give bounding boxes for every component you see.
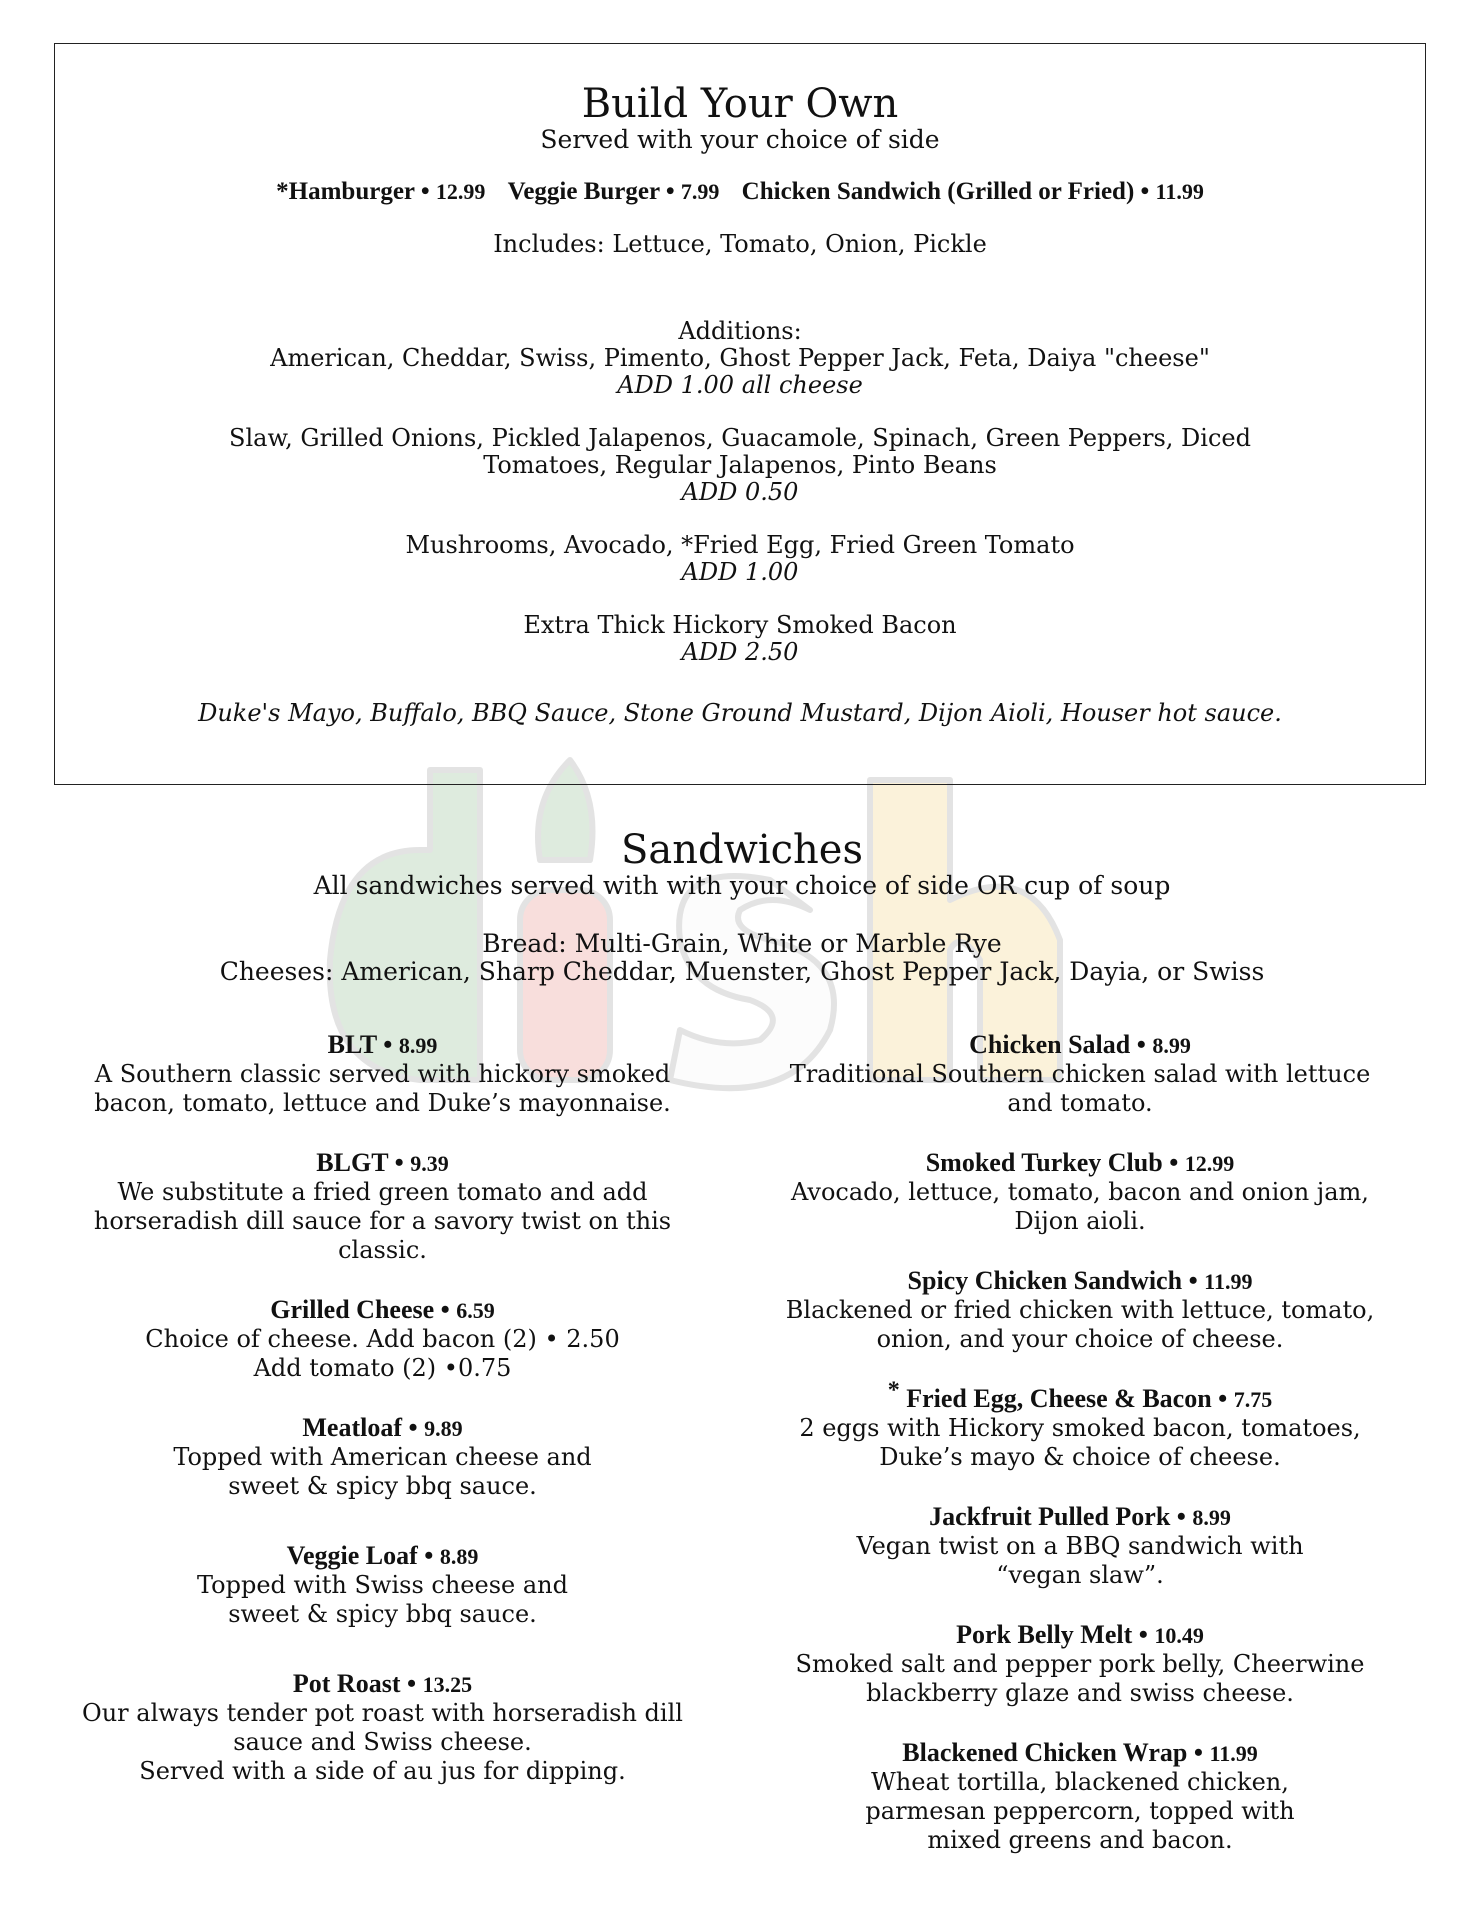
cheese-price: ADD 1.00 all cheese: [617, 371, 863, 399]
menu-item: Meatloaf • 9.89 Topped with American cheese and sweet & spicy bbq sauce.: [55, 1413, 710, 1501]
item-desc: Avocado, lettuce, tomato, bacon and onion jam,: [791, 1178, 1369, 1206]
item-desc: We substitute a fried green tomato and add: [117, 1178, 648, 1206]
build-includes: Includes: Lettuce, Tomato, Onion, Pickle: [493, 230, 987, 258]
additions-label: Additions:: [678, 317, 802, 345]
item-desc: Add tomato (2) •0.75: [253, 1354, 512, 1382]
item-desc: blackberry glaze and swiss cheese.: [866, 1679, 1294, 1707]
item-name: BLT: [327, 1030, 377, 1059]
item-desc: Topped with Swiss cheese and: [197, 1571, 568, 1599]
toppings-price: ADD 0.50: [681, 478, 799, 506]
item-desc: sweet & spicy bbq sauce.: [228, 1472, 537, 1500]
item-name: Meatloaf: [302, 1413, 402, 1442]
toppings-line-1: Slaw, Grilled Onions, Pickled Jalapenos, Guacamole, Spinach, Green Peppers, Diced: [229, 424, 1251, 452]
menu-item: Blackened Chicken Wrap • 11.99 Wheat tortilla, blackened chicken, parmesan peppercorn, topped with mixed greens and bacon.: [735, 1738, 1425, 1855]
item-price: 10.49: [1154, 1623, 1204, 1648]
build-item: Chicken Sandwich (Grilled or Fried) • 11.99: [741, 178, 1204, 205]
cheese-options: American, Cheddar, Swiss, Pimento, Ghost Pepper Jack, Feta, Daiya "cheese": [270, 344, 1210, 372]
menu-item: Veggie Loaf • 8.89 Topped with Swiss cheese and sweet & spicy bbq sauce.: [55, 1541, 710, 1629]
item-desc: classic.: [338, 1236, 427, 1264]
item-price: 6.59: [456, 1298, 495, 1323]
item-desc: sauce and Swiss cheese.: [233, 1728, 532, 1756]
item-desc: Dijon aioli.: [1014, 1207, 1146, 1235]
item-name: Grilled Cheese: [270, 1295, 435, 1324]
item-name: BLGT: [316, 1148, 389, 1177]
item-price: 7.75: [1233, 1387, 1273, 1412]
build-price-line: [55, 178, 1425, 206]
build-title: Build Your Own: [581, 81, 899, 127]
build-your-own-section: [54, 43, 1426, 785]
menu-item: Pork Belly Melt • 10.49 Smoked salt and pepper pork belly, Cheerwine blackberry glaze and swiss cheese.: [735, 1620, 1425, 1708]
item-name: Veggie Loaf: [286, 1541, 418, 1570]
item-price: 12.99: [1184, 1151, 1235, 1176]
item-desc: bacon, tomato, lettuce and Duke’s mayonnaise.: [94, 1089, 671, 1117]
item-desc: Topped with American cheese and: [173, 1443, 592, 1471]
item-desc: parmesan peppercorn, topped with: [865, 1797, 1295, 1825]
menu-item: * Fried Egg, Cheese & Bacon • 7.75 2 eggs with Hickory smoked bacon, tomatoes, Duke’s mayo & choice of cheese.: [735, 1384, 1425, 1472]
item-desc: and tomato.: [1007, 1089, 1153, 1117]
bread-options: Bread: Multi-Grain, White or Marble Rye: [482, 929, 1002, 958]
item-desc: Duke’s mayo & choice of cheese.: [879, 1443, 1281, 1471]
bacon-price: ADD 2.50: [681, 638, 799, 666]
item-desc: Choice of cheese. Add bacon (2) • 2.50: [145, 1325, 620, 1353]
item-desc: Traditional Southern chicken salad with lettuce: [789, 1060, 1371, 1088]
item-desc: Vegan twist on a BBQ sandwich with: [856, 1532, 1304, 1560]
sandwiches-header: [0, 828, 1484, 986]
item-price: 11.99: [1209, 1741, 1258, 1766]
menu-item: BLGT • 9.39 We substitute a fried green tomato and add horseradish dill sauce for a savory twist on this classic.: [55, 1148, 710, 1265]
item-price: 9.39: [410, 1151, 449, 1176]
item-desc: Our always tender pot roast with horseradish dill: [82, 1699, 683, 1727]
menu-item: Jackfruit Pulled Pork • 8.99 Vegan twist on a BBQ sandwich with “vegan slaw”.: [735, 1502, 1425, 1590]
item-desc: “vegan slaw”.: [996, 1561, 1164, 1589]
sauces-line: Duke's Mayo, Buffalo, BBQ Sauce, Stone Ground Mustard, Dijon Aioli, Houser hot sauce.: [198, 699, 1282, 727]
item-price: 9.89: [424, 1416, 463, 1441]
item-desc: Wheat tortilla, blackened chicken,: [871, 1768, 1289, 1796]
build-item: *Hamburger • 12.99: [276, 178, 486, 205]
item-desc: A Southern classic served with hickory smoked: [94, 1060, 671, 1088]
item-desc: horseradish dill sauce for a savory twist on this: [93, 1207, 672, 1235]
bacon-option: Extra Thick Hickory Smoked Bacon: [523, 611, 957, 639]
build-item: Veggie Burger • 7.99: [507, 178, 720, 205]
item-name: Fried Egg, Cheese & Bacon: [906, 1384, 1212, 1413]
menu-item: Smoked Turkey Club • 12.99 Avocado, lettuce, tomato, bacon and onion jam, Dijon aioli.: [735, 1148, 1425, 1236]
item-desc: 2 eggs with Hickory smoked bacon, tomatoes,: [799, 1414, 1361, 1442]
premium-price: ADD 1.00: [681, 558, 799, 586]
item-name: Blackened Chicken Wrap: [902, 1738, 1188, 1767]
sandwiches-title: Sandwiches: [620, 827, 863, 873]
item-price: 8.99: [1192, 1505, 1231, 1530]
premium-options: Mushrooms, Avocado, *Fried Egg, Fried Green Tomato: [405, 531, 1075, 559]
item-name: Jackfruit Pulled Pork: [929, 1502, 1171, 1531]
item-name: Spicy Chicken Sandwich: [907, 1266, 1183, 1295]
item-price: 8.99: [1152, 1033, 1191, 1058]
item-star: *: [887, 1377, 900, 1404]
item-price: 8.99: [398, 1033, 438, 1058]
sandwiches-subtitle: All sandwiches served with with your choice of side OR cup of soup: [313, 871, 1171, 900]
item-price: 13.25: [422, 1672, 473, 1697]
item-desc: Served with a side of au jus for dipping.: [139, 1757, 626, 1785]
item-name: Pork Belly Melt: [956, 1620, 1133, 1649]
item-desc: mixed greens and bacon.: [927, 1826, 1233, 1854]
cheese-choices: Cheeses: American, Sharp Cheddar, Muenster, Ghost Pepper Jack, Dayia, or Swiss: [219, 957, 1265, 986]
sandwiches-left-column: [55, 1030, 710, 1786]
menu-item: Chicken Salad • 8.99 Traditional Southern chicken salad with lettuce and tomato.: [735, 1030, 1425, 1118]
item-name: Smoked Turkey Club: [925, 1148, 1163, 1177]
build-subtitle: Served with your choice of side: [540, 125, 940, 154]
item-price: 11.99: [1204, 1269, 1253, 1294]
menu-item: Pot Roast • 13.25 Our always tender pot roast with horseradish dill sauce and Swiss cheese. Served with a side of au jus for dipping.: [55, 1669, 710, 1786]
sandwiches-right-column: [735, 1030, 1425, 1855]
item-desc: Blackened or fried chicken with lettuce, tomato,: [785, 1296, 1375, 1324]
item-name: Chicken Salad: [969, 1030, 1131, 1059]
toppings-line-2: Tomatoes, Regular Jalapenos, Pinto Beans: [483, 451, 997, 479]
menu-item: Grilled Cheese • 6.59 Choice of cheese. Add bacon (2) • 2.50 Add tomato (2) •0.75: [55, 1295, 710, 1383]
item-name: Pot Roast: [292, 1669, 401, 1698]
item-price: 8.89: [439, 1544, 479, 1569]
item-desc: sweet & spicy bbq sauce.: [228, 1600, 537, 1628]
menu-item: Spicy Chicken Sandwich • 11.99 Blackened or fried chicken with lettuce, tomato, onion, and your choice of cheese.: [735, 1266, 1425, 1354]
menu-item: BLT • 8.99 A Southern classic served with hickory smoked bacon, tomato, lettuce and Duke’s mayonnaise.: [55, 1030, 710, 1118]
item-desc: Smoked salt and pepper pork belly, Cheerwine: [795, 1650, 1365, 1678]
item-desc: onion, and your choice of cheese.: [876, 1325, 1284, 1353]
